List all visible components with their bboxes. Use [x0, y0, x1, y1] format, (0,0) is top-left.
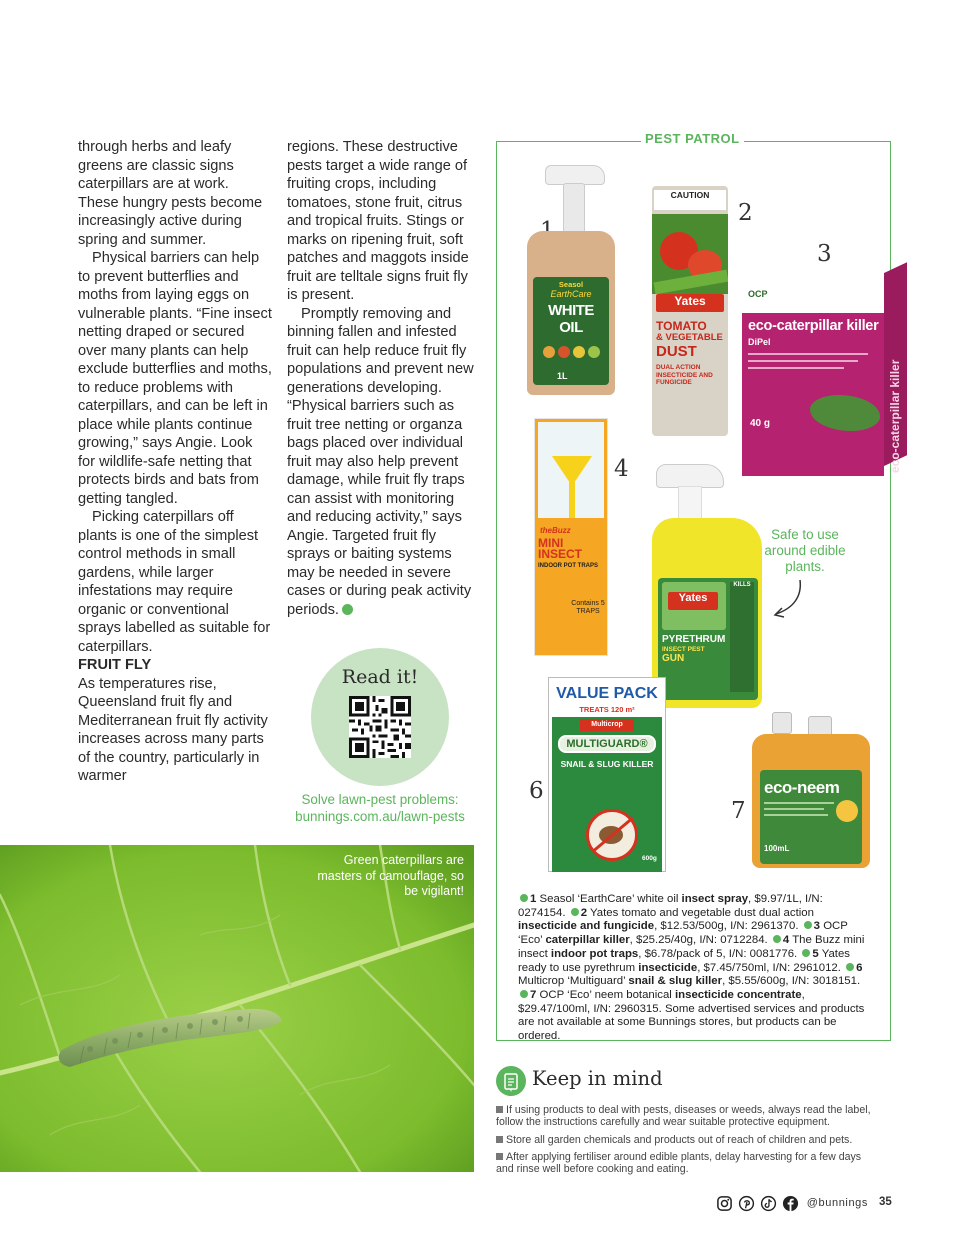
box-title: eco-caterpillar killer	[748, 318, 879, 334]
label-text-lines	[764, 802, 834, 820]
pack-title-2: INSECT	[538, 547, 583, 561]
product-price: , $29.47/100ml, I/N: 2960315.	[518, 988, 805, 1015]
label-brand: Yates	[668, 592, 718, 610]
product-type: insecticide and fungicide	[518, 920, 655, 933]
pest-patrol-title: PEST PATROL	[641, 131, 744, 146]
label-product-name: PYRETHRUM	[662, 634, 726, 645]
text-line	[764, 808, 824, 810]
product-desc: Seasol ‘EarthCare’ white oil	[539, 893, 682, 905]
pack-green-panel	[552, 717, 662, 872]
pest-icon	[543, 346, 555, 358]
spray-trigger-head	[656, 464, 724, 488]
label-gun: GUN	[662, 653, 685, 664]
social-handle[interactable]: @bunnings	[806, 1197, 868, 1209]
keep-in-mind-list	[496, 1104, 880, 1180]
square-bullet-icon	[496, 1153, 503, 1160]
instagram-icon[interactable]	[716, 1195, 733, 1212]
pack-value-pack: VALUE PACK	[556, 685, 658, 702]
can-title-2: & VEGETABLE	[656, 332, 723, 343]
product-num: 1	[530, 893, 537, 905]
list-item-text: If using products to deal with pests, diseases or weeds, always read the label, follow the instructions carefully and wear suitable protective equipment.	[496, 1104, 871, 1129]
product-desc: The Buzz mini insect	[518, 934, 865, 960]
label-brand: Seasol	[558, 280, 584, 289]
product-price: , $6.78/pack of 5, I/N: 0081776.	[638, 947, 798, 960]
product-type: insecticide concentrate	[675, 988, 802, 1001]
product-number-7: 7	[731, 798, 746, 824]
bottle-label	[533, 277, 609, 385]
product-price: , $25.25/40g, I/N: 0712284.	[629, 934, 768, 947]
pack-subtitle: INDOOR POT TRAPS	[538, 563, 599, 569]
product-num: 5	[812, 947, 819, 960]
pack-title-1: MINI	[538, 536, 564, 550]
product-number-3: 3	[817, 241, 832, 267]
can-brand: Yates	[656, 294, 724, 312]
availability-disclaimer: Some advertised services and products are not available at some Bunnings stores, but products can be ordered.	[518, 1002, 865, 1043]
product-type: insecticide	[638, 961, 698, 974]
body-paragraph: regions. These destructive pests target a wide range of fruiting crops, including tomatoes, stone fruit, citrus and tropical fruits. Stings or marks on ripening fruit, soft patches and maggots inside fruit are telltale signs fruit fly is present.	[287, 139, 469, 303]
product-type: snail & slug killer	[628, 975, 723, 988]
read-it-badge	[311, 648, 449, 786]
body-paragraph: Promptly removing and binning fallen and infested fruit can help reduce fruit fly populations and prevent new generations developing. “Physical barriers such as fruit tree netting or organza bags placed over individual fruit may also help prevent damage, while fruit fly traps can assist with monitoring and reducing activity,” says Angie. Targeted fruit fly sprays or baiting systems may be needed in severe cases or during peak activity periods.	[287, 305, 474, 618]
bottle-cap	[772, 712, 792, 734]
article-column-1	[78, 138, 273, 786]
product-num: 4	[782, 934, 790, 947]
product-num: 2	[580, 906, 588, 919]
bullet-dot-icon	[773, 935, 781, 943]
box-header	[742, 283, 884, 313]
product-number-6: 6	[529, 778, 544, 804]
label-line: EarthCare	[550, 289, 592, 299]
product-7-eco-neem[interactable]	[752, 712, 870, 868]
footer-social	[716, 1193, 868, 1213]
product-price: , $5.55/600g, I/N: 3018151.	[722, 975, 861, 988]
list-item	[496, 1104, 880, 1129]
pest-icon	[558, 346, 570, 358]
label-icons	[536, 346, 606, 358]
can-vegetable-photo	[652, 214, 728, 294]
pack-count: Contains 5 TRAPS	[571, 600, 605, 615]
article-column-2	[287, 138, 482, 619]
read-it-link[interactable]: bunnings.com.au/lawn-pests	[295, 809, 465, 824]
facebook-icon[interactable]	[782, 1195, 799, 1212]
text-line	[764, 814, 828, 816]
bullet-dot-icon	[804, 921, 812, 929]
bottle-label	[760, 770, 862, 864]
spray-trigger-head	[545, 165, 605, 185]
can-subtitle: DUAL ACTION INSECTICIDE AND FUNGICIDE	[656, 364, 713, 386]
trap-stake	[569, 482, 575, 518]
product-num: 3	[813, 920, 821, 933]
label-product-name: eco-neem	[764, 778, 840, 797]
product-number-4: 4	[614, 456, 629, 482]
bullet-dot-icon	[520, 894, 528, 902]
label-size: 1L	[557, 371, 568, 381]
pack-product-name: MULTIGUARD®	[558, 735, 656, 753]
label-product-name: WHITE OIL	[548, 302, 594, 336]
label-kills-panel	[730, 582, 754, 692]
pest-icon	[588, 346, 600, 358]
bullet-dot-icon	[802, 949, 810, 957]
product-5-pyrethrum-gun[interactable]	[652, 458, 764, 708]
spray-neck	[563, 183, 585, 233]
product-type: insect spray	[681, 893, 749, 905]
notepad-glyph	[496, 1066, 526, 1096]
product-4-insect-traps[interactable]	[534, 418, 608, 656]
text-line	[748, 353, 868, 355]
label-kills: KILLS	[733, 582, 751, 588]
end-mark-icon	[342, 604, 353, 615]
square-bullet-icon	[496, 1106, 503, 1113]
text-line	[748, 367, 844, 369]
qr-code-icon[interactable]	[349, 696, 411, 758]
can-title-3: DUST	[656, 343, 697, 360]
pack-size: 600g	[642, 855, 657, 862]
product-desc: OCP ‘Eco’	[518, 920, 848, 947]
pack-brand: theBuzz	[540, 526, 571, 535]
no-snail-icon	[586, 809, 638, 861]
bullet-dot-icon	[846, 963, 854, 971]
can-caution: CAUTION	[654, 190, 726, 210]
bottle-label	[658, 578, 758, 700]
read-it-caption	[282, 791, 478, 825]
product-3-caterpillar-killer[interactable]	[742, 273, 907, 476]
pack-title	[538, 538, 582, 560]
product-price: , $12.53/500g, I/N: 2961370.	[654, 920, 799, 933]
product-desc: OCP ‘Eco’ neem botanical	[539, 988, 676, 1001]
text-line	[748, 360, 858, 362]
body-paragraph: through herbs and leafy greens are classic signs caterpillars are at work. These hungry pests become increasingly active during spring and summer.	[78, 139, 263, 248]
product-type: caterpillar killer	[545, 934, 630, 947]
box-size: 40 g	[750, 418, 771, 429]
product-2-tomato-dust[interactable]	[652, 186, 728, 436]
caterpillar-photo	[0, 845, 474, 1172]
section-subheading: FRUIT FLY	[78, 657, 152, 673]
safe-to-use-note: Safe to use around edible plants.	[764, 527, 846, 574]
product-desc: Yates tomato and vegetable dust dual action	[590, 906, 814, 919]
pack-treats: TREATS 120 m²	[579, 705, 635, 714]
product-desc: Multicrop ‘Multiguard’	[518, 975, 629, 988]
keep-in-mind-title: Keep in mind	[532, 1067, 663, 1090]
can-title-1: TOMATO	[656, 319, 707, 333]
photo-caption: Green caterpillars are masters of camouflage, so be vigilant!	[317, 853, 464, 898]
notepad-icon	[496, 1066, 526, 1096]
pest-icon	[573, 346, 585, 358]
product-num: 7	[530, 988, 537, 1001]
can-title	[656, 320, 726, 359]
product-price: , $9.97/1L, I/N: 0274154.	[518, 893, 823, 919]
tiktok-icon[interactable]	[760, 1195, 777, 1212]
text-line	[764, 802, 834, 804]
label-badge	[836, 800, 858, 822]
box-subtitle: DiPel	[748, 337, 771, 347]
product-price: , $7.45/750ml, I/N: 2961012.	[697, 961, 841, 974]
pack-window	[538, 422, 604, 518]
read-it-caption-line: Solve lawn-pest problems:	[301, 792, 459, 807]
box-text-lines	[748, 353, 876, 391]
read-it-title: Read it!	[341, 666, 419, 688]
bullet-dot-icon	[520, 990, 528, 998]
label-subtitle: INSECT PEST	[662, 646, 705, 653]
arrow-icon	[770, 578, 810, 620]
list-item-text: After applying fertiliser around edible plants, delay harvesting for a few days and rinse well before cooking and eating.	[496, 1150, 862, 1176]
page-number: 35	[879, 1196, 892, 1208]
list-item-text: Store all garden chemicals and products out of reach of children and pets.	[506, 1133, 853, 1146]
square-bullet-icon	[496, 1136, 503, 1143]
product-listing	[518, 893, 870, 1044]
product-desc: Yates ready to use pyrethrum	[518, 947, 850, 974]
bullet-dot-icon	[571, 908, 579, 916]
box-brand: OCP	[748, 289, 768, 299]
product-1-white-oil-spray[interactable]	[525, 165, 617, 395]
pinterest-icon[interactable]	[738, 1195, 755, 1212]
list-item	[496, 1151, 880, 1176]
body-paragraph: Physical barriers can help to prevent butterflies and moths from laying eggs on vulnerable plants. “Fine insect netting draped or secured over many plants can help exclude butterflies and moths, to reduce problems with caterpillars, and can be left in place while plants continue growing,” says Angie. Look for wildlife-safe netting that protects birds and bats from getting tangled.	[78, 250, 272, 507]
box-side-title: eco-caterpillar killer	[888, 359, 902, 473]
body-paragraph: Picking caterpillars off plants is one of the simplest control methods in small gardens, while larger infestations may require organic or conventional sprays labelled as suitable for caterpillars.	[78, 509, 271, 655]
product-6-snail-slug-killer[interactable]	[548, 677, 666, 872]
pack-subtitle: SNAIL & SLUG KILLER	[560, 759, 654, 769]
body-paragraph-with-end-mark	[287, 305, 482, 620]
product-num: 6	[856, 961, 863, 974]
list-item	[496, 1134, 880, 1146]
product-number-2: 2	[738, 200, 753, 226]
pack-brand: Multicrop	[580, 719, 634, 731]
label-size: 100mL	[764, 844, 790, 853]
product-type: indoor pot traps	[550, 947, 639, 960]
body-paragraph: As temperatures rise, Queensland fruit fly and Mediterranean fruit fly activity increases across many parts of the country, particularly in warmer	[78, 675, 268, 784]
